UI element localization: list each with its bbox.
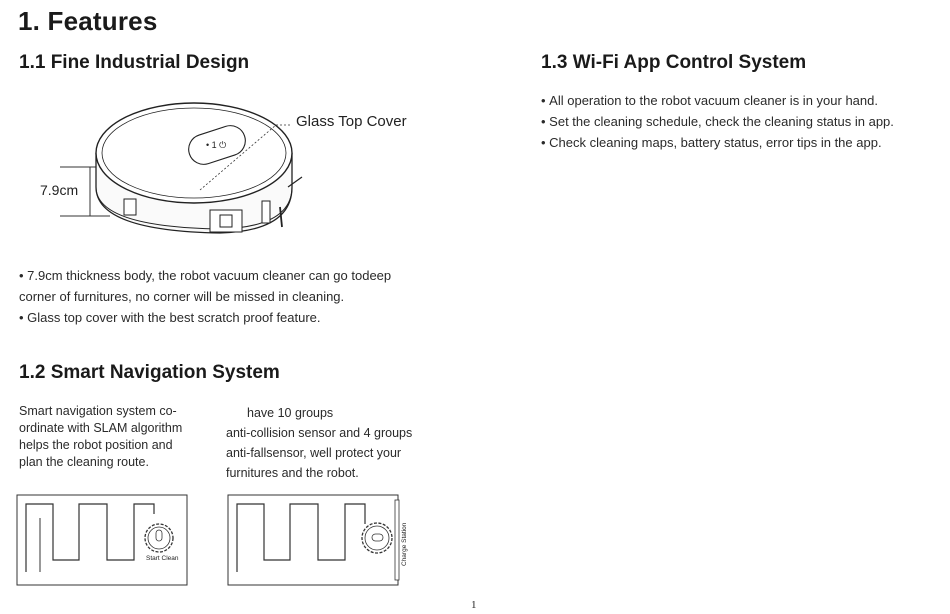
navigation-line: ordinate with SLAM algorithm — [19, 421, 183, 435]
navigation-right-text — [226, 403, 412, 483]
glass-top-cover-label: Glass Top Cover — [296, 113, 407, 130]
charge-route-diagram — [227, 494, 412, 589]
cleaning-route-diagram — [16, 494, 191, 589]
navigation-line: anti-collision sensor and 4 groups — [226, 426, 413, 440]
design-description — [19, 265, 391, 328]
navigation-left-text — [19, 403, 182, 471]
section-heading-design: 1.1 Fine Industrial Design — [19, 52, 250, 73]
wifi-bullet: • Set the cleaning schedule, check the cleaning status in app. — [541, 111, 894, 132]
charge-station-label: Charge Station — [401, 522, 408, 566]
navigation-line: have 10 groups — [247, 406, 334, 420]
wifi-bullet: • All operation to the robot vacuum cleaner is in your hand. — [541, 90, 894, 111]
design-line: • 7.9cm thickness body, the robot vacuum cleaner can go todeep — [19, 268, 392, 283]
page-title: 1. Features — [18, 6, 158, 36]
svg-text:• 1 ⏻: • 1 ⏻ — [206, 140, 227, 150]
navigation-line: anti-fallsensor, well protect your — [226, 446, 402, 460]
height-label: 7.9cm — [40, 182, 79, 198]
section-heading-wifi: 1.3 Wi-Fi App Control System — [541, 52, 807, 73]
design-line: corner of furnitures, no corner will be missed in cleaning. — [19, 289, 345, 304]
navigation-line: Smart navigation system co- — [19, 404, 177, 418]
page-number: 1 — [471, 599, 477, 611]
section-heading-navigation: 1.2 Smart Navigation System — [19, 362, 280, 383]
navigation-line: plan the cleaning route. — [19, 455, 149, 469]
start-clean-label: Start Clean — [146, 555, 179, 562]
wifi-bullet-list — [541, 90, 894, 153]
navigation-line: furnitures and the robot. — [226, 466, 359, 480]
navigation-line: helps the robot position and — [19, 438, 173, 452]
wifi-bullet: • Check cleaning maps, battery status, error tips in the app. — [541, 132, 894, 153]
design-line: • Glass top cover with the best scratch proof feature. — [19, 310, 321, 325]
